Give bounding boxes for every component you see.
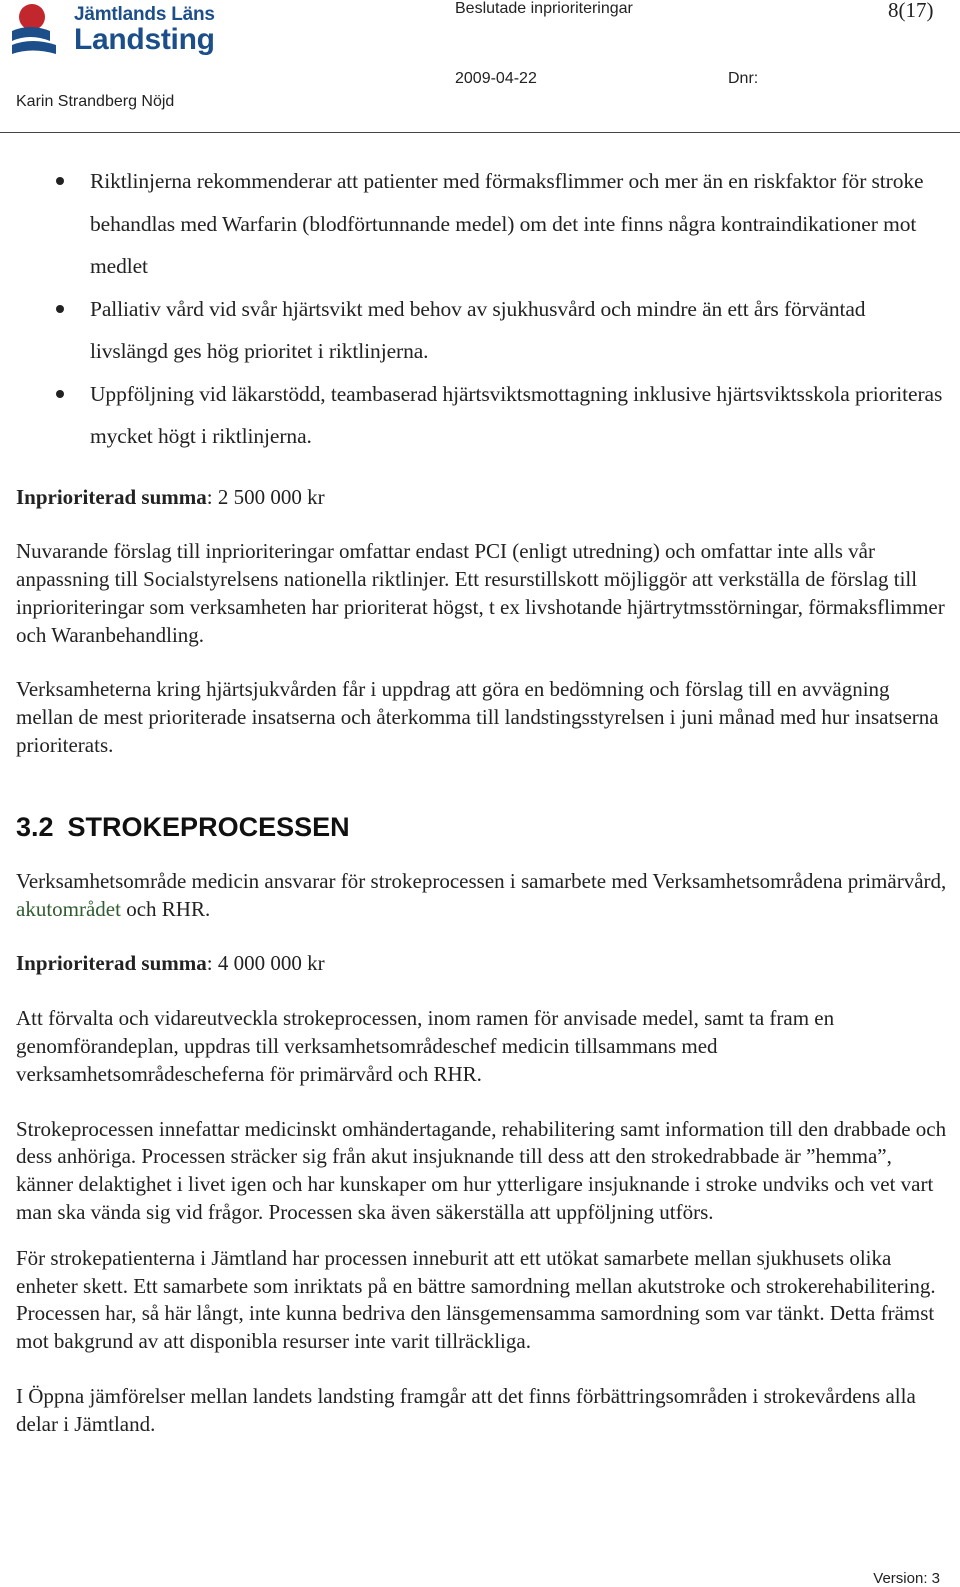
diary-number-label: Dnr:	[728, 70, 759, 87]
bullet-icon	[56, 390, 64, 398]
document-body	[16, 160, 948, 1439]
page-number: 8(17)	[888, 0, 934, 22]
bullet-icon	[56, 177, 64, 185]
paragraph: Verksamheterna kring hjärtsjukvården får i uppdrag att göra en bedömning och förslag till en avvägning mellan de mest prioriterade insatserna och återkomma till landstingsstyrelsen i juni månad med hur insatserna prioriterats.	[16, 677, 939, 758]
sum-value: : 2 500 000 kr	[206, 484, 325, 509]
document-date: 2009-04-22	[455, 70, 537, 87]
sum-value: : 4 000 000 kr	[206, 951, 325, 976]
sum-line-1	[16, 484, 948, 512]
sum-line-2	[16, 950, 948, 978]
paragraph: Strokeprocessen innefattar medicinskt omhändertagande, rehabilitering samt information till den drabbade och dess anhöriga. Processen sträcker sig från akut insjuknande till dess att den strokedrabbade är ”hemma”, känner delaktighet i livet igen och har kunskaper om hur ytterligare insjuknande i stroke undviks och vet vart man ska vända sig vid frågor. Processen ska även säkerställa att uppföljning utförs.	[16, 1116, 947, 1225]
sum-label: Inprioriterad summa	[16, 484, 207, 509]
section-heading	[16, 812, 948, 842]
logo-text-line1: Jämtlands Läns	[74, 4, 215, 25]
paragraph: I Öppna jämförelser mellan landets landsting framgår att det finns förbättringsområden i strokevårdens alla delar i Jämtland.	[16, 1384, 916, 1436]
highlighted-term: akutområdet	[16, 896, 121, 921]
version-label: Version: 3	[873, 1570, 940, 1587]
list-item: Uppföljning vid läkarstödd, teambaserad hjärtsviktsmottagning inklusive hjärtsviktsskola prioriteras mycket högt i riktlinjerna.	[16, 373, 948, 458]
bullet-list	[16, 160, 948, 458]
logo-text-line2: Landsting	[74, 23, 215, 56]
list-item: Palliativ vård vid svår hjärtsvikt med behov av sjukhusvård och mindre än ett års förväntad livslängd ges hög prioritet i riktlinjerna.	[16, 288, 948, 373]
bullet-icon	[56, 305, 64, 313]
header-divider	[0, 132, 960, 133]
document-title: Beslutade inprioriteringar	[455, 0, 633, 17]
logo-emblem-icon	[10, 1, 72, 59]
paragraph: Verksamhetsområde medicin ansvarar för strokeprocessen i samarbete med Verksamhetsområdena primärvård, akutområdet och RHR.	[16, 868, 947, 921]
section-number: 3.2	[16, 811, 54, 842]
sum-label: Inprioriterad summa	[16, 951, 207, 976]
author-name: Karin Strandberg Nöjd	[16, 93, 175, 110]
list-item: Riktlinjerna rekommenderar att patienter med förmaksflimmer och mer än en riskfaktor för stroke behandlas med Warfarin (blodförtunnande medel) om det inte finns några kontraindikationer mot medlet	[16, 160, 948, 288]
paragraph: För strokepatienterna i Jämtland har processen inneburit att ett utökat samarbete mellan sjukhusets olika enheter skett. Ett samarbete som inriktats på en bättre samordning mellan akutstroke och strokerehabilitering. Processen har, så här långt, inte kunna bedriva den länsgemensamma samordning som var tänkt. Detta främst mot bakgrund av att disponibla resurser inte varit tillräckliga.	[16, 1245, 936, 1354]
section-title: STROKEPROCESSEN	[67, 811, 350, 842]
landsting-logo	[10, 1, 225, 63]
paragraph: Att förvalta och vidareutveckla strokeprocessen, inom ramen för anvisade medel, samt ta fram en genomförandeplan, uppdras till verksamhetsområdeschef medicin tillsammans med verksamhetsområdescheferna för primärvård och RHR.	[16, 1006, 835, 1086]
paragraph: Nuvarande förslag till inprioriteringar omfattar endast PCI (enligt utredning) och omfattar inte alls vår anpassning till Socialstyrelsens nationella riktlinjer. Ett resurstillskott möjliggör att verkställa de förslag till inprioriteringar som verksamheten har prioriterat högst, t ex livshotande hjärtrytmsstörningar, förmaksflimmer och Waranbehandling.	[16, 539, 945, 647]
